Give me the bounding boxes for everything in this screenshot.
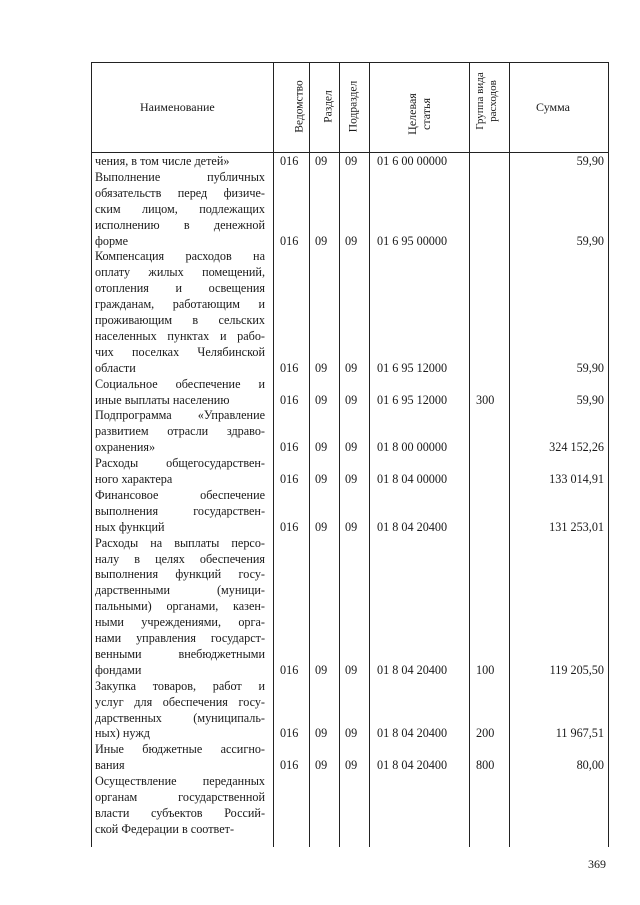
row-expense-group: 100 [476,662,495,677]
row-section: 09 [315,519,328,534]
row-name-line: Иные бюджетные ассигно- [95,742,265,757]
row-dept: 016 [280,440,299,455]
row-name-line: ской Федерации в соответ- [95,821,235,836]
header-group-line2: расходов [487,80,499,122]
header-name: Наименование [140,100,215,114]
row-target-article: 01 6 00 00000 [377,154,448,168]
header-group-line1: Группа вида [474,72,486,130]
row-subsection: 09 [345,662,358,677]
row-section: 09 [315,472,328,486]
header-dept: Ведомство [293,80,306,133]
row-name-line: вания [95,758,125,773]
row-sum: 119 205,50 [549,662,604,677]
row-sum: 59,90 [576,154,604,168]
row-name-line: ного характера [95,472,173,486]
row-target-article: 01 8 00 00000 [377,440,448,455]
row-target-article: 01 6 95 12000 [377,392,448,407]
row-target-article: 01 8 04 00000 [377,472,448,486]
row-name-line: населенных пунктах и рабо- [95,328,265,343]
row-name-line: дарственными (муници- [95,583,265,598]
row-subsection: 09 [345,233,358,248]
row-subsection: 09 [345,360,358,375]
header-target-line1: Целевая [405,93,419,135]
row-section: 09 [315,758,328,773]
row-subsection: 09 [345,519,358,534]
header-subsection: Подраздел [347,80,360,133]
page-number: 369 [588,857,606,871]
row-sum: 11 967,51 [555,726,604,741]
row-dept: 016 [280,472,299,486]
row-name-line: развитием отрасли здраво- [95,424,265,439]
header-group [474,58,504,144]
col-border [339,62,340,847]
row-sum: 80,00 [576,758,604,773]
row-subsection: 09 [345,758,358,773]
row-name-line: органам государственной [95,790,265,804]
row-section: 09 [315,440,328,455]
row-expense-group: 800 [476,758,495,773]
row-dept: 016 [280,519,299,534]
row-sum: 59,90 [576,392,604,407]
row-sum: 324 152,26 [549,440,604,455]
row-name-line: услуг для обеспечения госу- [95,694,265,709]
row-name-line: области [95,360,136,375]
row-name-line: Расходы общегосударствен- [95,456,265,471]
col-border [91,62,92,847]
row-name-line: налу в целях обеспечения [95,551,265,566]
header-section: Раздел [322,90,335,123]
row-name-line: Социальное обеспечение и [95,376,265,391]
row-section: 09 [315,726,328,741]
row-name-line: ных) нужд [95,726,150,741]
row-sum: 59,90 [576,360,604,375]
row-subsection: 09 [345,726,358,741]
row-name-line: нами управления государст- [95,631,265,645]
row-subsection: 09 [345,472,358,486]
col-border [509,62,510,847]
row-expense-group: 300 [476,392,495,407]
col-border [469,62,470,847]
row-target-article: 01 8 04 20400 [377,758,448,773]
col-border [369,62,370,847]
row-name-line: исполнению в денежной [95,217,265,232]
row-name-line: оплату жилых помещений, [95,265,265,280]
row-subsection: 09 [345,154,358,168]
row-name-line: Выполнение публичных [95,169,265,184]
row-name-line: проживающим в сельских [95,313,265,327]
row-name-line: форме [95,233,129,248]
row-name-line: ных функций [95,519,165,534]
row-dept: 016 [280,360,299,375]
row-target-article: 01 8 04 20400 [377,662,448,677]
budget-table [91,62,609,847]
row-subsection: 09 [345,392,358,407]
row-sum: 131 253,01 [549,519,604,534]
row-name-line: Финансовое обеспечение [95,487,265,502]
row-sum: 59,90 [576,233,604,248]
row-name-line: выполнения государствен- [95,503,265,518]
row-name-line: Расходы на выплаты персо- [95,535,265,550]
row-dept: 016 [280,233,299,248]
row-name-line: пальными) органами, казен- [95,599,265,614]
header-sum: Сумма [536,100,570,114]
col-border [309,62,310,847]
row-name-line: Подпрограмма «Управление [95,408,265,423]
header-bottom-border [91,152,609,153]
row-section: 09 [315,662,328,677]
row-sum: 133 014,91 [549,472,604,486]
row-section: 09 [315,360,328,375]
row-target-article: 01 8 04 20400 [377,726,448,741]
col-border [273,62,274,847]
row-name-line: охранения» [95,440,156,455]
row-name-line: отопления и освещения [95,281,265,296]
header-target [405,69,433,159]
row-name-line: ским лицом, подлежащих [95,201,265,216]
row-name-line: фондами [95,662,142,677]
row-target-article: 01 6 95 00000 [377,233,448,248]
row-section: 09 [315,154,328,168]
row-section: 09 [315,392,328,407]
row-name-line: чения, в том числе детей» [95,154,230,168]
row-name-line: чих поселках Челябинской [95,344,265,359]
row-name-line: дарственных (муниципаль- [95,710,265,725]
row-dept: 016 [280,662,299,677]
row-section: 09 [315,233,328,248]
row-name-line: Закупка товаров, работ и [95,678,265,693]
row-dept: 016 [280,758,299,773]
row-name-line: власти субъектов Россий- [95,805,265,820]
row-name-line: гражданам, работающим и [95,297,265,312]
row-target-article: 01 6 95 12000 [377,360,448,375]
row-name-line: Компенсация расходов на [95,249,265,264]
header-target-line2: статья [419,98,433,130]
row-name-line: иные выплаты населению [95,392,230,407]
row-dept: 016 [280,392,299,407]
row-dept: 016 [280,154,299,168]
row-name-line: ными учреждениями, орга- [95,615,265,630]
row-dept: 016 [280,726,299,741]
col-border [608,62,609,847]
row-target-article: 01 8 04 20400 [377,519,448,534]
row-name-line: венными внебюджетными [95,646,265,661]
row-name-line: обязательств перед физиче- [95,185,265,200]
row-subsection: 09 [345,440,358,455]
row-name-line: выполнения функций госу- [95,567,265,582]
row-expense-group: 200 [476,726,495,741]
row-name-line: Осуществление переданных [95,774,265,789]
